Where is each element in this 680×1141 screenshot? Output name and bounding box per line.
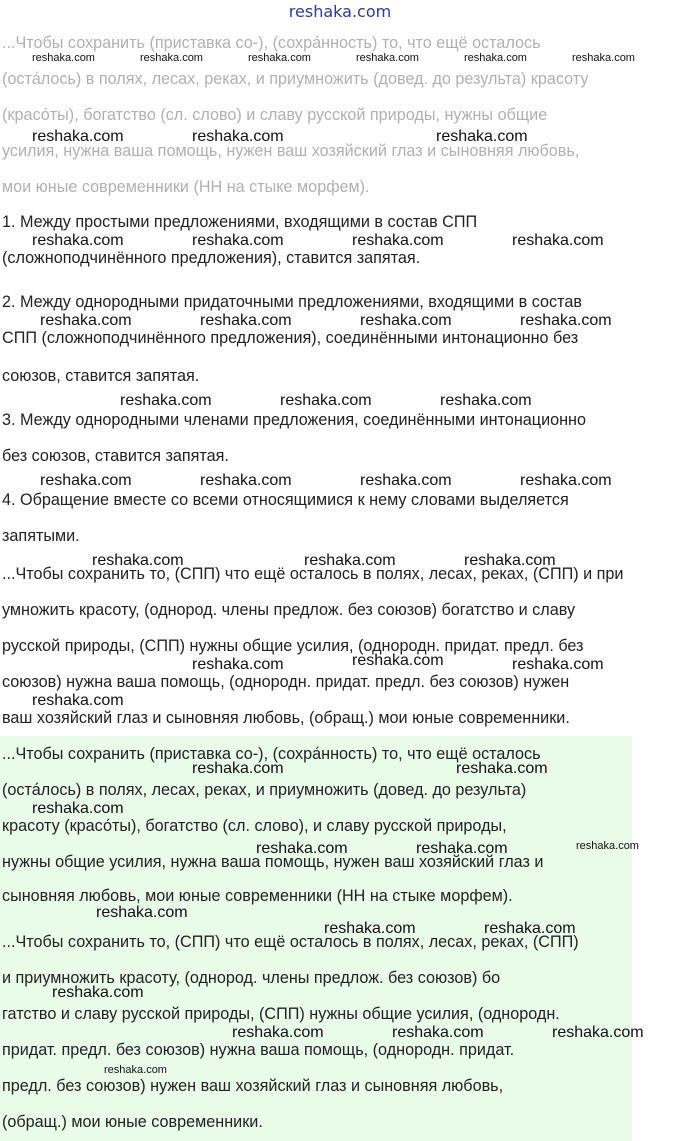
watermark-text: reshaka.com	[232, 1024, 324, 1041]
text-line: (оста́лось) в полях, лесах, реках, и приумножить (довед. до результа) красоту	[2, 70, 589, 88]
watermark-text: reshaka.com	[32, 800, 124, 817]
text-line: нужны общие усилия, нужна ваша помощь, нужен ваш хозяйский глаз и	[2, 853, 544, 871]
watermark-text: reshaka.com	[140, 52, 203, 64]
watermark-text: reshaka.com	[192, 656, 284, 673]
watermark-text: reshaka.com	[512, 656, 604, 673]
text-line: запятыми.	[2, 527, 80, 545]
watermark-text: reshaka.com	[324, 920, 416, 937]
watermark-text: reshaka.com	[416, 840, 508, 857]
watermark-text: reshaka.com	[32, 692, 124, 709]
watermark-text: reshaka.com	[192, 760, 284, 777]
watermark-text: reshaka.com	[572, 52, 635, 64]
text-line: (обращ.) мои юные современники.	[2, 1113, 263, 1131]
watermark-text: reshaka.com	[104, 1064, 167, 1076]
text-line: гатство и славу русской природы, (СПП) нужны общие усилия, (однородн.	[2, 1005, 560, 1023]
text-line: 4. Обращение вместе со всеми относящимися к нему словами выделяется	[2, 491, 569, 509]
watermark-text: reshaka.com	[356, 52, 419, 64]
site-link[interactable]: reshaka.com	[288, 2, 392, 21]
text-line: предл. без союзов) нужен ваш хозяйский глаз и сыновняя любовь,	[2, 1077, 504, 1095]
watermark-text: reshaka.com	[456, 760, 548, 777]
text-line: 1. Между простыми предложениями, входящими в состав СПП	[2, 213, 478, 231]
text-line: СПП (сложноподчинённого предложения), соединёнными интонационно без	[2, 329, 579, 347]
watermark-text: reshaka.com	[392, 1024, 484, 1041]
text-line: умножить красоту, (однород. члены предлож. без союзов) богатство и славу	[2, 601, 576, 619]
text-line: и приумножить красоту, (однород. члены предлож. без союзов) бо	[2, 969, 501, 987]
text-line: (сложноподчинённого предложения), ставится запятая.	[2, 249, 421, 267]
text-line: русской природы, (СПП) нужны общие усилия, (однородн. придат. предл. без	[2, 637, 584, 655]
text-line: ...Чтобы сохранить (приставка со-), (сохра́нность) то, что ещё осталось	[2, 745, 541, 763]
watermark-text: reshaka.com	[484, 920, 576, 937]
watermark-text: reshaka.com	[32, 128, 124, 145]
text-line: союзов, ставится запятая.	[2, 367, 200, 385]
watermark-text: reshaka.com	[552, 1024, 644, 1041]
watermark-text: reshaka.com	[436, 128, 528, 145]
watermark-text: reshaka.com	[304, 552, 396, 569]
text-line: ...Чтобы сохранить то, (СПП) что ещё осталось в полях, лесах, реках, (СПП)	[2, 933, 579, 951]
text-line: (оста́лось) в полях, лесах, реках, и приумножить (довед. до результа)	[2, 781, 527, 799]
text-line: ...Чтобы сохранить (приставка со-), (сохра́нность) то, что ещё осталось	[2, 34, 541, 52]
text-line: мои юные современники (НН на стыке морфем).	[2, 178, 370, 196]
text-line: сыновняя любовь, мои юные современники (НН на стыке морфем).	[2, 887, 513, 905]
watermark-text: reshaka.com	[120, 392, 212, 409]
text-line: (красо́ты), богатство (сл. слово) и славу русской природы, нужны общие	[2, 106, 548, 124]
text-line: красоту (красо́ты), богатство (сл. слово), и славу русской природы,	[2, 817, 507, 835]
text-line: придат. предл. без союзов) нужна ваша помощь, (однородн. придат.	[2, 1041, 515, 1059]
watermark-text: reshaka.com	[512, 232, 604, 249]
text-line: союзов) нужна ваша помощь, (однородн. придат. предл. без союзов) нужен	[2, 673, 570, 691]
site-header	[0, 0, 680, 26]
watermark-text: reshaka.com	[40, 472, 132, 489]
text-line: без союзов, ставится запятая.	[2, 447, 229, 465]
text-line: 2. Между однородными придаточными предложениями, входящими в состав	[2, 293, 582, 311]
watermark-text: reshaka.com	[440, 392, 532, 409]
watermark-text: reshaka.com	[248, 52, 311, 64]
watermark-text: reshaka.com	[92, 552, 184, 569]
watermark-text: reshaka.com	[200, 312, 292, 329]
text-line: 3. Между однородными членами предложения, соединёнными интонационно	[2, 411, 586, 429]
watermark-text: reshaka.com	[464, 52, 527, 64]
text-line: ваш хозяйский глаз и сыновняя любовь, (обращ.) мои юные современники.	[2, 709, 570, 727]
watermark-text: reshaka.com	[520, 312, 612, 329]
text-line: ...Чтобы сохранить то, (СПП) что ещё осталось в полях, лесах, реках, (СПП) и при	[2, 565, 624, 583]
watermark-text: reshaka.com	[200, 472, 292, 489]
watermark-text: reshaka.com	[576, 840, 639, 852]
watermark-text: reshaka.com	[52, 984, 144, 1001]
watermark-text: reshaka.com	[360, 472, 452, 489]
watermark-text: reshaka.com	[192, 232, 284, 249]
watermark-text: reshaka.com	[352, 232, 444, 249]
watermark-text: reshaka.com	[464, 552, 556, 569]
watermark-text: reshaka.com	[32, 232, 124, 249]
watermark-text: reshaka.com	[280, 392, 372, 409]
watermark-text: reshaka.com	[40, 312, 132, 329]
watermark-text: reshaka.com	[96, 904, 188, 921]
watermark-text: reshaka.com	[360, 312, 452, 329]
watermark-text: reshaka.com	[256, 840, 348, 857]
watermark-text: reshaka.com	[32, 52, 95, 64]
watermark-text: reshaka.com	[192, 128, 284, 145]
watermark-text: reshaka.com	[520, 472, 612, 489]
watermark-text: reshaka.com	[352, 652, 444, 669]
text-line: усилия, нужна ваша помощь, нужен ваш хозяйский глаз и сыновняя любовь,	[2, 142, 580, 160]
